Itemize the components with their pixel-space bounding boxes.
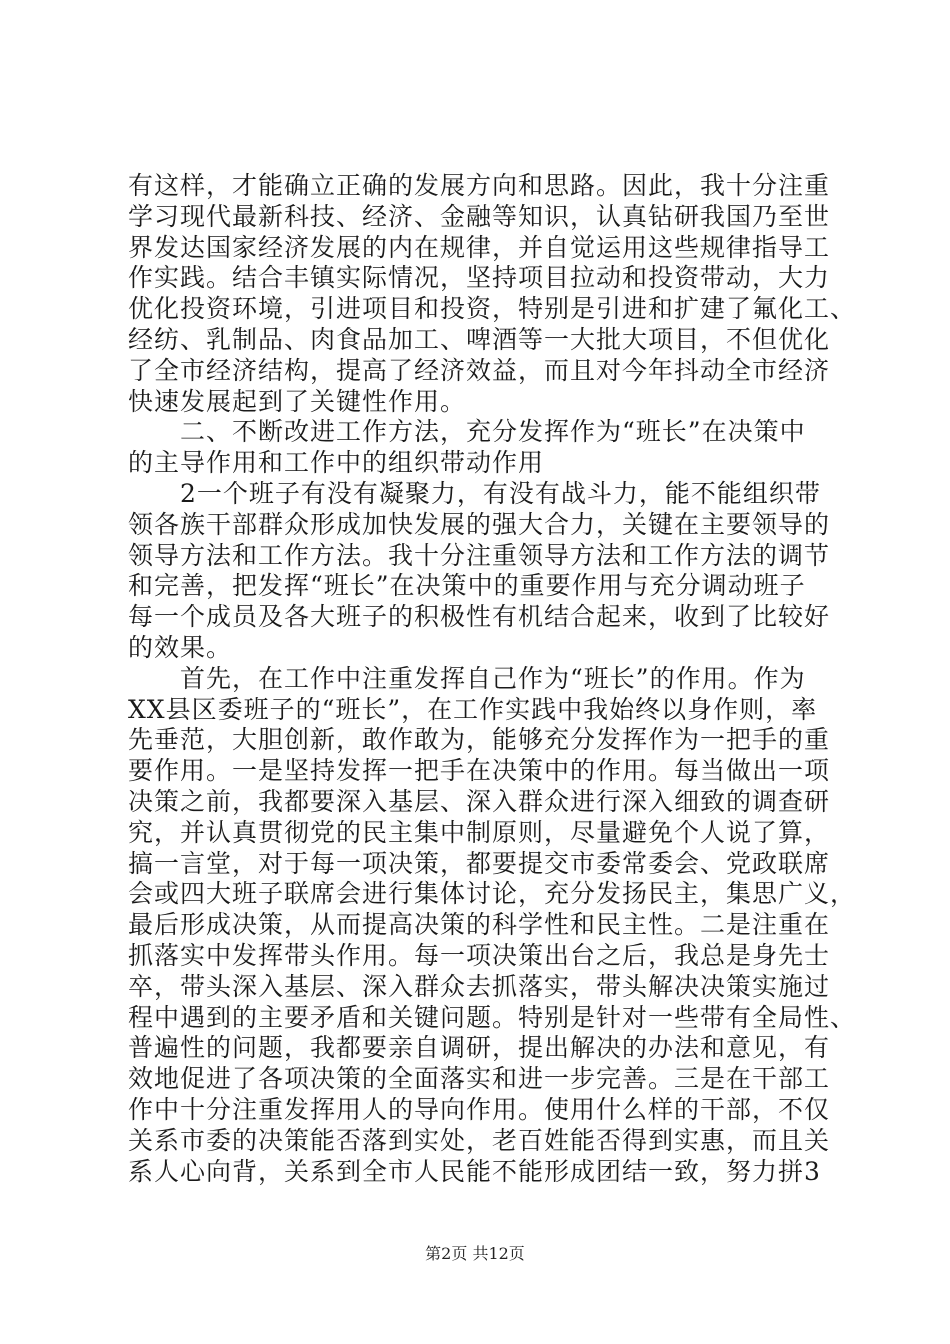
text-line: 领各族干部群众形成加快发展的强大合力，关键在主要领导的 (128, 509, 831, 539)
text-line: 首先，在工作中注重发挥自己作为“班长”的作用。作为 (128, 663, 806, 693)
text-line: 2一个班子有没有凝聚力，有没有战斗力，能不能组织带 (128, 478, 821, 508)
text-line: 领导方法和工作方法。我十分注重领导方法和工作方法的调节 (128, 540, 831, 570)
page-footer (0, 1244, 950, 1264)
text-line: 关系市委的决策能否落到实处，老百姓能否得到实惠，而且关 (128, 1125, 831, 1155)
text-line: 卒，带头深入基层、深入群众去抓落实，带头解决决策实施过 (128, 971, 831, 1001)
page-number-label: 第2页 共12页 (425, 1244, 525, 1263)
text-line: 了全市经济结构，提高了经济效益，而且对今年抖动全市经济 (128, 355, 831, 385)
text-line: XX县区委班子的“班长”，在工作实践中我始终以身作则，率 (128, 694, 818, 724)
text-line: 先垂范，大胆创新，敢作敢为，能够充分发挥作为一把手的重 (128, 725, 831, 755)
text-line: 快速发展起到了关键性作用。 (128, 386, 467, 416)
section-heading-line: 的主导作用和工作中的组织带动作用 (128, 448, 545, 478)
text-line: 程中遇到的主要矛盾和关键问题。特别是针对一些带有全局性、 (128, 1002, 857, 1032)
text-line: 会或四大班子联席会进行集体讨论，充分发扬民主，集思广义， (128, 879, 857, 909)
text-line: 和完善，把发挥“班长”在决策中的重要作用与充分调动班子 (128, 571, 806, 601)
text-line: 抓落实中发挥带头作用。每一项决策出台之后，我总是身先士 (128, 940, 831, 970)
text-line: 有这样，才能确立正确的发展方向和思路。因此，我十分注重 (128, 171, 831, 200)
text-line: 界发达国家经济发展的内在规律，并自觉运用这些规律指导工 (128, 232, 831, 262)
text-line: 普遍性的问题，我都要亲自调研，提出解决的办法和意见，有 (128, 1033, 831, 1063)
text-line: 搞一言堂，对于每一项决策，都要提交市委常委会、党政联席 (128, 848, 831, 878)
text-line: 效地促进了各项决策的全面落实和进一步完善。三是在干部工 (128, 1064, 831, 1094)
text-line: 作实践。结合丰镇实际情况，坚持项目拉动和投资带动，大力 (128, 263, 831, 293)
text-line: 优化投资环境，引进项目和投资，特别是引进和扩建了氟化工、 (128, 294, 857, 324)
text-line: 最后形成决策，从而提高决策的科学性和民主性。二是注重在 (128, 910, 831, 940)
text-line: 学习现代最新科技、经济、金融等知识，认真钻研我国乃至世 (128, 201, 831, 231)
section-heading-line: 二、不断改进工作方法，充分发挥作为“班长”在决策中 (128, 417, 806, 447)
text-line: 系人心向背，关系到全市人民能不能形成团结一致，努力拼3 (128, 1156, 821, 1186)
text-line: 作中十分注重发挥用人的导向作用。使用什么样的干部，不仅 (128, 1094, 831, 1124)
text-line: 经纺、乳制品、肉食品加工、啤酒等一大批大项目，不但优化 (128, 324, 831, 354)
body-text (128, 171, 857, 1187)
text-line: 每一个成员及各大班子的积极性有机结合起来，收到了比较好 (128, 602, 831, 632)
text-line: 决策之前，我都要深入基层、深入群众进行深入细致的调查研 (128, 786, 831, 816)
text-line: 的效果。 (128, 632, 233, 662)
text-line: 究，并认真贯彻党的民主集中制原则，尽量避免个人说了算， (128, 817, 831, 847)
text-line: 要作用。一是坚持发挥一把手在决策中的作用。每当做出一项 (128, 756, 831, 786)
